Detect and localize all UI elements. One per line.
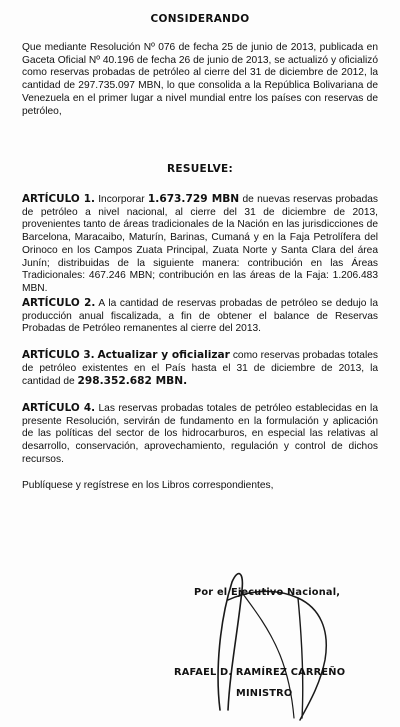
articulo-3-text-a: como reservas probadas totales de petróleo existentes en el País hasta el 31 de diciembre de 2013, la cantidad de bbox=[22, 350, 378, 388]
closing-line: Publíquese y regístrese en los Libros correspondientes, bbox=[22, 480, 274, 491]
articulo-1-amount: 1.673.729 MBN bbox=[147, 193, 240, 205]
articulo-4-text: Las reservas probadas totales de petróleo establecidas en la presente Resolución, servirán de fundamento en la formulación y aplicación de las políticas del sector de los hidrocarburos, en especial las relativas al desarrollo, conservación, aprovechamiento, regulación y control de dichos recursos. bbox=[22, 403, 378, 465]
articulo-4-paragraph bbox=[22, 402, 378, 467]
articulo-4-label: ARTÍCULO 4. bbox=[22, 402, 96, 414]
articulo-1-text-b: de nuevas reservas probadas de petróleo a nivel nacional, al cierre del 31 de diciembre de 2013, provenientes tanto de áreas tradicionales de la Nación en las jurisdicciones de Barcelona, Maracaibo, Maturín, Barinas, Cumaná y en la Faja Petrolífera del Orinoco en los Campos Zuata Principal, Zuata Norte y Santa Clara del área Junín; distribuidas de la siguiente manera: contribución en las Áreas Tradicionales: 467.246 MBN; contribución en las áreas de la Faja: 1.206.483 MBN. bbox=[22, 194, 378, 294]
articulo-1-text-a: Incorporar bbox=[98, 194, 145, 205]
articulo-1-label: ARTÍCULO 1. bbox=[22, 193, 95, 205]
articulo-2-paragraph bbox=[22, 297, 378, 336]
signature-line-executive: Por el Ejecutivo Nacional, bbox=[194, 587, 341, 598]
articulo-3-label: ARTÍCULO 3. bbox=[22, 349, 95, 361]
articulo-3-paragraph bbox=[22, 349, 378, 389]
signatory-title: MINISTRO bbox=[236, 688, 293, 699]
heading-considerando: CONSIDERANDO bbox=[150, 13, 250, 25]
considerando-paragraph: Que mediante Resolución Nº 076 de fecha 25 de junio de 2013, publicada en Gaceta Oficial Nº 40.196 de fecha 26 de junio de 2013, se actualizó y oficializó como reservas probadas de petróleo al cierre del 31 de diciembre de 2012, la cantidad de 297.735.097 MBN, lo que consolida a la República Bolivariana de Venezuela en el primer lugar a nivel mundial entre los países con reservas de petróleo, bbox=[22, 42, 378, 117]
articulo-1-paragraph bbox=[22, 193, 378, 296]
articulo-3-amount: 298.352.682 MBN. bbox=[77, 375, 188, 388]
articulo-2-text: A la cantidad de reservas probadas de petróleo se dedujo la producción anual fiscalizada, a fin de obtener el balance de Reservas Probadas de Petróleo remanentes al cierre del 2013. bbox=[22, 298, 378, 335]
articulo-2-label: ARTÍCULO 2. bbox=[22, 297, 96, 309]
signatory-name: RAFAEL D. RAMÍREZ CARREÑO bbox=[174, 667, 346, 678]
articulo-3-emphasis: Actualizar y oficializar bbox=[97, 349, 230, 361]
heading-resuelve: RESUELVE: bbox=[167, 163, 233, 175]
handwritten-signature bbox=[180, 560, 350, 725]
